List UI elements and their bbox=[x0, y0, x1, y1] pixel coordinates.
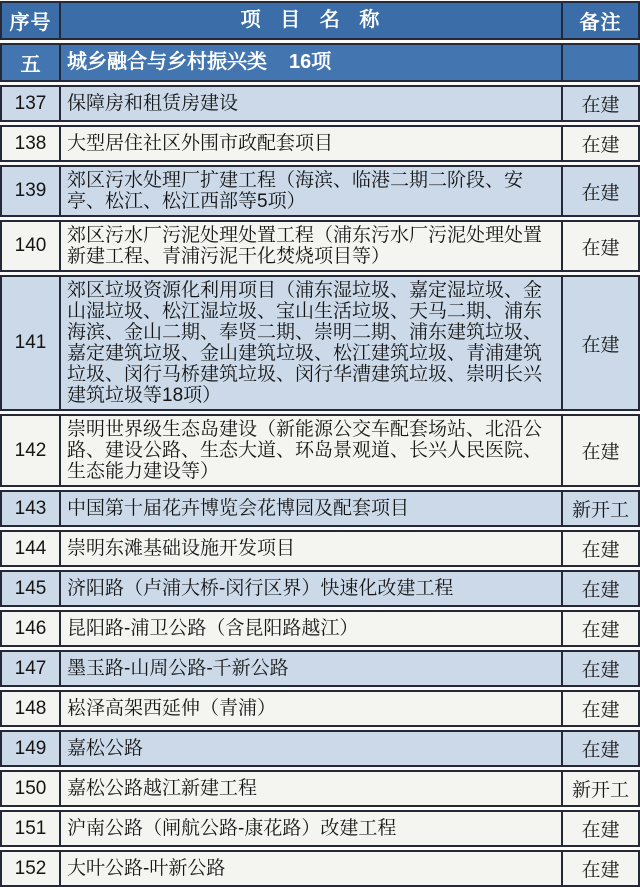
row-project-name: 中国第十届花卉博览会花博园及配套项目 bbox=[59, 492, 561, 525]
row-project-name: 崇明东滩基础设施开发项目 bbox=[59, 532, 561, 565]
row-status: 在建 bbox=[561, 732, 638, 765]
section-title: 城乡融合与乡村振兴类 bbox=[67, 51, 267, 73]
row-project-name: 嘉松公路 bbox=[59, 732, 561, 765]
section-header-row bbox=[0, 43, 640, 82]
row-seq: 142 bbox=[14, 439, 47, 461]
table-row bbox=[0, 414, 640, 487]
row-project-name: 崧泽高架西延伸（青浦） bbox=[59, 692, 561, 725]
row-project-name: 郊区垃圾资源化利用项目（浦东湿垃圾、嘉定湿垃圾、金山湿垃圾、松江湿垃圾、宝山生活垃圾、天马二期、浦东海滨、金山二期、奉贤二期、崇明二期、浦东建筑垃圾、嘉定建筑垃圾、金山建筑垃圾、松江建筑垃圾、青浦建筑垃圾、闵行马桥建筑垃圾、闵行华漕建筑垃圾、崇明长兴建筑垃圾等18项） bbox=[59, 277, 561, 409]
row-project-name: 郊区污水厂污泥处理处置工程（浦东污水厂污泥处理处置新建工程、青浦污泥干化焚烧项目等） bbox=[59, 222, 561, 270]
row-seq: 139 bbox=[14, 180, 47, 201]
row-status: 在建 bbox=[561, 127, 638, 160]
row-seq: 150 bbox=[14, 777, 47, 799]
table-row bbox=[0, 490, 640, 527]
header-cell-remark: 备注 bbox=[561, 3, 638, 38]
row-project-name: 昆阳路-浦卫公路（含昆阳路越江） bbox=[59, 612, 561, 645]
table-row bbox=[0, 125, 640, 162]
row-project-name: 墨玉路-山周公路-千新公路 bbox=[59, 652, 561, 685]
row-project-name: 济阳路（卢浦大桥-闵行区界）快速化改建工程 bbox=[59, 572, 561, 605]
section-number: 五 bbox=[20, 54, 41, 76]
row-status: 新开工 bbox=[561, 492, 638, 525]
row-seq: 141 bbox=[14, 332, 47, 353]
table-row bbox=[0, 610, 640, 647]
row-project-name: 大叶公路-叶新公路 bbox=[59, 852, 561, 885]
row-seq: 138 bbox=[14, 132, 47, 154]
row-project-name: 沪南公路（闸航公路-康花路）改建工程 bbox=[59, 812, 561, 845]
row-seq: 137 bbox=[14, 92, 47, 114]
row-seq: 140 bbox=[14, 235, 47, 256]
row-status: 在建 bbox=[561, 852, 638, 885]
row-seq: 145 bbox=[14, 577, 47, 599]
row-status: 在建 bbox=[561, 572, 638, 605]
row-seq: 149 bbox=[14, 737, 47, 759]
row-project-name: 嘉松公路越江新建工程 bbox=[59, 772, 561, 805]
section-project-count: 16项 bbox=[289, 51, 332, 73]
row-status: 在建 bbox=[561, 652, 638, 685]
row-project-name: 郊区污水处理厂扩建工程（海滨、临港二期二阶段、安亭、松江、松江西部等5项） bbox=[59, 167, 561, 215]
row-seq: 144 bbox=[14, 537, 47, 559]
table-row bbox=[0, 165, 640, 217]
table-row bbox=[0, 770, 640, 807]
table-row bbox=[0, 810, 640, 847]
table-row bbox=[0, 650, 640, 687]
row-status: 在建 bbox=[561, 612, 638, 645]
row-project-name: 保障房和租赁房建设 bbox=[59, 87, 561, 120]
table-row bbox=[0, 730, 640, 767]
header-cell-seq: 序号 bbox=[9, 12, 52, 34]
table-row bbox=[0, 275, 640, 411]
table-row bbox=[0, 530, 640, 567]
table-row bbox=[0, 85, 640, 122]
table-row bbox=[0, 690, 640, 727]
row-status: 在建 bbox=[561, 277, 638, 409]
row-status: 在建 bbox=[561, 167, 638, 215]
section-title-cell bbox=[59, 45, 561, 80]
row-status: 在建 bbox=[561, 812, 638, 845]
row-project-name: 崇明世界级生态岛建设（新能源公交车配套场站、北沿公路、建设公路、生态大道、环岛景观道、长兴人民医院、生态能力建设等） bbox=[59, 416, 561, 485]
row-seq: 148 bbox=[14, 697, 47, 719]
row-project-name: 大型居住社区外围市政配套项目 bbox=[59, 127, 561, 160]
table-row bbox=[0, 220, 640, 272]
table-row bbox=[0, 850, 640, 887]
section-remark-cell bbox=[561, 45, 638, 80]
row-status: 在建 bbox=[561, 416, 638, 485]
row-status: 在建 bbox=[561, 87, 638, 120]
row-seq: 152 bbox=[14, 857, 47, 879]
row-status: 在建 bbox=[561, 222, 638, 270]
row-status: 新开工 bbox=[561, 772, 638, 805]
table-header-row bbox=[0, 1, 640, 40]
table-row bbox=[0, 570, 640, 607]
row-seq: 151 bbox=[14, 817, 47, 839]
header-cell-project-name: 项 目 名 称 bbox=[59, 3, 561, 38]
row-seq: 147 bbox=[14, 657, 47, 679]
row-status: 在建 bbox=[561, 532, 638, 565]
row-seq: 143 bbox=[14, 497, 47, 519]
table-body bbox=[0, 85, 640, 887]
row-seq: 146 bbox=[14, 617, 47, 639]
row-status: 在建 bbox=[561, 692, 638, 725]
